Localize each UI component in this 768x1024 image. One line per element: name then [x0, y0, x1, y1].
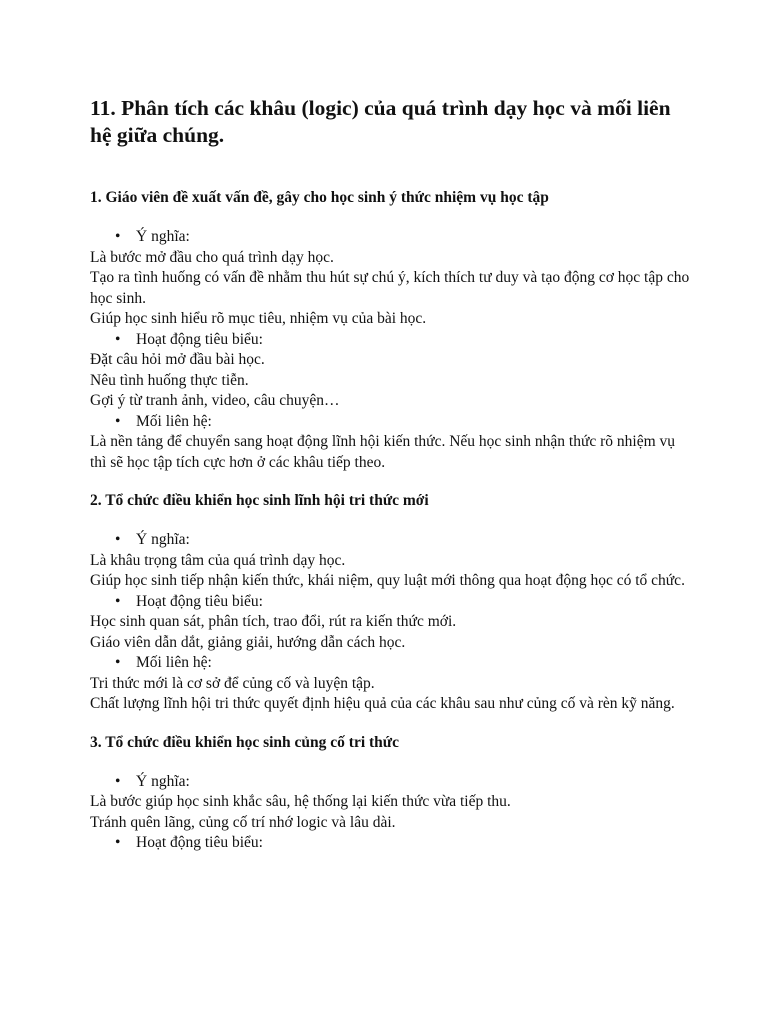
paragraph: Chất lượng lĩnh hội tri thức quyết định hiệu quả của các khâu sau như củng cố và rèn kỹ năng.	[90, 695, 675, 712]
subsection	[90, 330, 690, 412]
subsection	[90, 530, 690, 592]
bullet-label: Hoạt động tiêu biểu:	[136, 592, 263, 610]
bullet-item	[90, 772, 690, 793]
paragraph: Giúp học sinh hiểu rõ mục tiêu, nhiệm vụ của bài học.	[90, 310, 427, 327]
subsection	[90, 592, 690, 654]
sections-container	[90, 187, 690, 854]
section-2	[90, 490, 690, 715]
section-3	[90, 732, 690, 854]
paragraph: Là khâu trọng tâm của quá trình dạy học.	[90, 551, 346, 569]
section-heading: 1. Giáo viên đề xuất vấn đề, gây cho học sinh ý thức nhiệm vụ học tập	[90, 189, 549, 206]
document-title: 11. Phân tích các khâu (logic) của quá trình dạy học và mối liên hệ giữa chúng.	[90, 96, 671, 147]
bullet-item	[90, 412, 690, 433]
subsection	[90, 772, 690, 834]
paragraph: Đặt câu hỏi mở đầu bài học.	[90, 351, 265, 368]
paragraph: Gợi ý từ tranh ảnh, video, câu chuyện…	[90, 392, 340, 409]
paragraph: Tri thức mới là cơ sở để củng cố và luyện tập.	[90, 674, 375, 692]
bullet-dot-icon: •	[115, 531, 121, 548]
bullet-item	[90, 592, 690, 613]
bullet-label: Hoạt động tiêu biểu:	[136, 330, 263, 348]
subsection	[90, 833, 690, 854]
paragraph: Giáo viên dẫn dắt, giảng giải, hướng dẫn cách học.	[90, 633, 406, 651]
bullet-label: Ý nghĩa:	[136, 531, 190, 548]
bullet-dot-icon: •	[115, 654, 121, 671]
bullet-item	[90, 833, 690, 854]
section-1	[90, 187, 690, 473]
bullet-item	[90, 530, 690, 551]
paragraph: Tạo ra tình huống có vấn đề nhằm thu hút sự chú ý, kích thích tư duy và tạo động cơ học tập cho học sinh.	[90, 269, 690, 307]
bullet-label: Mối liên hệ:	[136, 412, 212, 430]
paragraph: Là bước giúp học sinh khắc sâu, hệ thống lại kiến thức vừa tiếp thu.	[90, 793, 511, 810]
bullet-label: Hoạt động tiêu biểu:	[136, 834, 263, 851]
bullet-label: Ý nghĩa:	[136, 228, 190, 245]
paragraph: Là bước mở đầu cho quá trình dạy học.	[90, 248, 334, 266]
bullet-dot-icon: •	[115, 228, 121, 245]
bullet-label: Mối liên hệ:	[136, 654, 212, 671]
bullet-item	[90, 330, 690, 351]
paragraph: Nêu tình huống thực tiễn.	[90, 371, 249, 389]
paragraph: Tránh quên lãng, củng cố trí nhớ logic và lâu dài.	[90, 813, 396, 831]
paragraph: Là nền tảng để chuyển sang hoạt động lĩnh hội kiến thức. Nếu học sinh nhận thức rõ nhiệm vụ thì sẽ học tập tích cực hơn ở các khâu tiếp theo.	[90, 433, 676, 471]
bullet-label: Ý nghĩa:	[136, 772, 190, 790]
bullet-item	[90, 227, 690, 248]
section-heading: 2. Tổ chức điều khiển học sinh lĩnh hội tri thức mới	[90, 492, 429, 509]
section-heading: 3. Tổ chức điều khiển học sinh củng cố tri thức	[90, 733, 399, 751]
subsection	[90, 653, 690, 715]
paragraph: Giúp học sinh tiếp nhận kiến thức, khái niệm, quy luật mới thông qua hoạt động học có tổ chức.	[90, 572, 685, 589]
subsection	[90, 227, 690, 330]
bullet-dot-icon: •	[115, 330, 121, 348]
bullet-dot-icon: •	[115, 592, 121, 610]
bullet-dot-icon: •	[115, 412, 121, 430]
paragraph: Học sinh quan sát, phân tích, trao đổi, rút ra kiến thức mới.	[90, 613, 457, 630]
bullet-dot-icon: •	[115, 772, 121, 790]
bullet-item	[90, 653, 690, 674]
bullet-dot-icon: •	[115, 834, 121, 851]
document-page	[90, 95, 690, 871]
subsection	[90, 412, 690, 474]
